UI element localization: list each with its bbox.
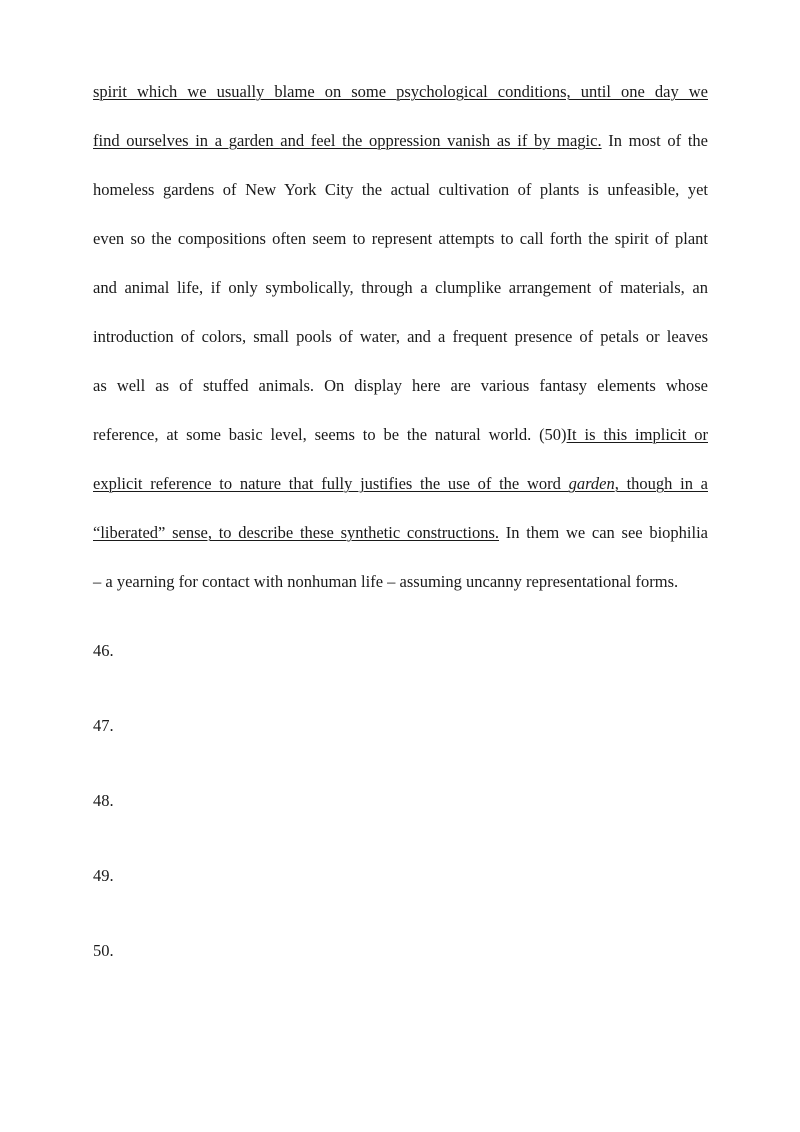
passage-text-segment: homeless gardens of New York City the actual cultivation of plants is unfeasible, yet bbox=[93, 180, 708, 199]
underlined-text: explicit reference to nature that fully justifies the use of the word bbox=[93, 474, 569, 493]
passage-line bbox=[93, 523, 708, 543]
passage-text-segment: – a yearning for contact with nonhuman life – assuming uncanny representational forms. bbox=[93, 572, 679, 591]
question-number: 50. bbox=[93, 941, 114, 960]
question-number: 47. bbox=[93, 716, 114, 735]
passage-line bbox=[93, 425, 708, 445]
passage-line bbox=[93, 131, 708, 151]
passage-text-segment: reference, at some basic level, seems to be the natural world. (50) bbox=[93, 425, 567, 444]
passage-line bbox=[93, 376, 708, 396]
underlined-text: , though in a bbox=[614, 474, 708, 493]
passage-line bbox=[93, 474, 708, 494]
question-number: 48. bbox=[93, 791, 114, 810]
underlined-text: “liberated” sense, to describe these synthetic constructions. bbox=[93, 523, 500, 542]
passage-text-segment: introduction of colors, small pools of water, and a frequent presence of petals or leaves bbox=[93, 327, 708, 346]
passage-line bbox=[93, 572, 708, 592]
underlined-text: garden bbox=[568, 474, 615, 493]
passage-line bbox=[93, 180, 708, 200]
passage-text-segment: In them we can see biophilia bbox=[499, 523, 708, 542]
underlined-text: find ourselves in a garden and feel the oppression vanish as if by magic. bbox=[93, 131, 602, 150]
question-number: 49. bbox=[93, 866, 114, 885]
passage-text-segment: In most of the bbox=[601, 131, 708, 150]
passage-text-segment: as well as of stuffed animals. On display here are various fantasy elements whose bbox=[93, 376, 708, 395]
passage-line bbox=[93, 82, 708, 102]
passage-line bbox=[93, 278, 708, 298]
underlined-text: spirit which we usually blame on some psychological conditions, until one day we bbox=[93, 82, 708, 101]
passage-text-segment: even so the compositions often seem to represent attempts to call forth the spirit of plant bbox=[93, 229, 708, 248]
passage-line bbox=[93, 229, 708, 249]
underlined-text: It is this implicit or bbox=[566, 425, 708, 444]
passage-line bbox=[93, 327, 708, 347]
question-number: 46. bbox=[93, 641, 114, 660]
passage-text-segment: and animal life, if only symbolically, through a clumplike arrangement of materials, an bbox=[93, 278, 708, 297]
